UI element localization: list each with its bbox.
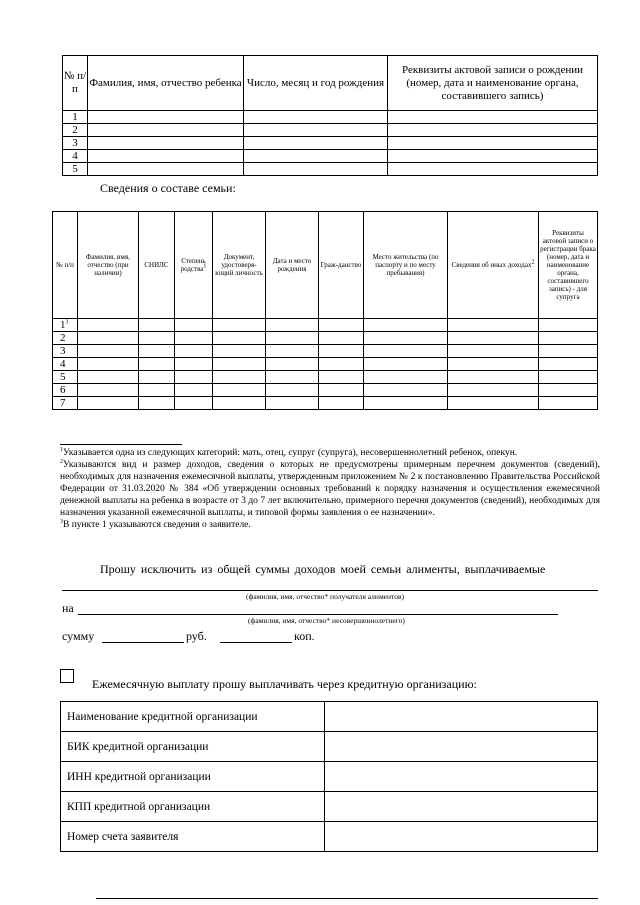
table-cell[interactable] — [213, 371, 266, 384]
header-birth-record: Реквизиты актовой записи о рождении (номер, дата и наименование органа, составившего запись) — [388, 56, 598, 111]
children-table — [62, 55, 598, 176]
table-cell[interactable] — [213, 384, 266, 397]
header-citizenship: Граж-данство — [319, 212, 364, 319]
table-cell[interactable] — [266, 358, 319, 371]
kpp-label: КПП кредитной организации — [61, 792, 325, 822]
account-label: Номер счета заявителя — [61, 822, 325, 852]
row-num: 4 — [53, 358, 78, 371]
table-cell[interactable] — [319, 345, 364, 358]
table-cell[interactable] — [319, 358, 364, 371]
bank-details-table — [60, 701, 598, 852]
payment-checkbox[interactable] — [60, 669, 74, 683]
bik-field[interactable] — [325, 732, 598, 762]
table-cell[interactable] — [175, 345, 213, 358]
table-cell[interactable] — [175, 358, 213, 371]
kpp-field[interactable] — [325, 792, 598, 822]
bik-label: БИК кредитной организации — [61, 732, 325, 762]
children-table-header — [63, 56, 598, 111]
footnotes — [60, 447, 600, 531]
table-cell[interactable] — [319, 332, 364, 345]
footnote-divider — [60, 444, 182, 445]
table-cell[interactable] — [244, 111, 388, 124]
table-cell[interactable] — [175, 397, 213, 410]
table-cell[interactable] — [319, 319, 364, 332]
table-cell[interactable] — [139, 371, 175, 384]
table-cell[interactable] — [244, 137, 388, 150]
table-cell[interactable] — [175, 371, 213, 384]
table-cell[interactable] — [364, 384, 448, 397]
header-child-name: Фамилия, имя, отчество ребенка — [88, 56, 244, 111]
table-cell[interactable] — [78, 319, 139, 332]
table-row — [61, 822, 598, 852]
header-birth-date: Число, месяц и год рождения — [244, 56, 388, 111]
bank-name-field[interactable] — [325, 702, 598, 732]
table-cell[interactable] — [364, 332, 448, 345]
header-relation: Степень родства$^1$ — [175, 212, 213, 319]
kop-label: коп. — [294, 629, 315, 643]
header-birth: Дата и место рождения — [266, 212, 319, 319]
row-num: 5 — [53, 371, 78, 384]
payer-input-line[interactable] — [62, 590, 598, 591]
header-num: № п/п — [53, 212, 78, 319]
table-cell[interactable] — [539, 358, 598, 371]
table-cell[interactable] — [139, 332, 175, 345]
table-cell[interactable] — [139, 319, 175, 332]
header-full-name: Фамилия, имя, отчество (при наличии) — [78, 212, 139, 319]
table-row — [53, 345, 598, 358]
table-cell[interactable] — [364, 319, 448, 332]
table-cell[interactable] — [88, 124, 244, 137]
table-row — [63, 111, 598, 124]
table-cell[interactable] — [139, 358, 175, 371]
table-cell[interactable] — [266, 332, 319, 345]
table-row — [63, 163, 598, 176]
table-cell[interactable] — [319, 397, 364, 410]
table-row — [61, 792, 598, 822]
sum-label: сумму — [62, 629, 95, 643]
table-cell[interactable] — [266, 371, 319, 384]
table-cell[interactable] — [266, 397, 319, 410]
table-cell[interactable] — [88, 150, 244, 163]
row-num: 2 — [53, 332, 78, 345]
child-input-line[interactable] — [78, 614, 558, 615]
table-cell[interactable] — [266, 384, 319, 397]
family-table-header — [53, 212, 598, 319]
table-cell[interactable] — [448, 332, 539, 345]
table-cell[interactable] — [448, 358, 539, 371]
table-row — [53, 371, 598, 384]
row-num: 5 — [63, 163, 88, 176]
table-cell[interactable] — [78, 371, 139, 384]
table-row — [53, 358, 598, 371]
row-num: 1 — [63, 111, 88, 124]
table-row — [63, 137, 598, 150]
table-cell[interactable] — [88, 163, 244, 176]
table-cell[interactable] — [213, 397, 266, 410]
table-cell[interactable] — [175, 332, 213, 345]
table-cell[interactable] — [539, 332, 598, 345]
child-caption: (фамилия, имя, отчество* несовершеннолетнего) — [248, 616, 405, 625]
table-cell[interactable] — [448, 345, 539, 358]
table-cell[interactable] — [539, 319, 598, 332]
table-row — [61, 732, 598, 762]
table-cell[interactable] — [448, 397, 539, 410]
row-num: 6 — [53, 384, 78, 397]
bank-name-label: Наименование кредитной организации — [61, 702, 325, 732]
table-cell[interactable] — [213, 319, 266, 332]
table-cell[interactable] — [319, 371, 364, 384]
row-num: $1^3$ — [53, 319, 78, 332]
table-cell[interactable] — [78, 332, 139, 345]
table-cell[interactable] — [213, 358, 266, 371]
table-cell[interactable] — [175, 384, 213, 397]
table-cell[interactable] — [88, 137, 244, 150]
table-cell[interactable] — [388, 111, 598, 124]
footnote-ref: 1 — [203, 263, 207, 270]
table-cell[interactable] — [139, 345, 175, 358]
table-cell[interactable] — [175, 319, 213, 332]
kop-input-line[interactable] — [220, 642, 292, 643]
rub-label: руб. — [186, 629, 207, 643]
header-other-income: Сведения об иных доходах$^2$ — [448, 212, 539, 319]
table-row — [63, 150, 598, 163]
footnote-ref: 3 — [65, 318, 69, 325]
payment-option-label: Ежемесячную выплату прошу выплачивать через кредитную организацию: — [92, 677, 477, 691]
header-num: № п/п — [63, 56, 88, 111]
bottom-divider — [96, 898, 598, 899]
table-cell[interactable] — [244, 163, 388, 176]
inn-field[interactable] — [325, 762, 598, 792]
table-row — [61, 702, 598, 732]
table-cell[interactable] — [78, 397, 139, 410]
table-cell[interactable] — [244, 150, 388, 163]
payer-caption: (фамилия, имя, отчество* получателя алиментов) — [246, 592, 404, 601]
header-marriage-record: Реквизиты актовой записи о регистрации брака (номер, дата и наименование органа, составившего запись) - для супруга — [539, 212, 598, 319]
table-cell[interactable] — [364, 371, 448, 384]
header-residence: Место жительства (по паспорту и по месту пребывания) — [364, 212, 448, 319]
footnote-ref: 2 — [531, 259, 535, 266]
table-cell[interactable] — [364, 358, 448, 371]
header-snils: СНИЛС — [139, 212, 175, 319]
table-cell[interactable] — [213, 345, 266, 358]
table-cell[interactable] — [78, 358, 139, 371]
table-cell[interactable] — [244, 124, 388, 137]
table-row — [53, 332, 598, 345]
table-cell[interactable] — [319, 384, 364, 397]
table-cell[interactable] — [539, 345, 598, 358]
table-cell[interactable] — [388, 150, 598, 163]
table-cell[interactable] — [213, 332, 266, 345]
table-cell[interactable] — [364, 397, 448, 410]
row-num: 7 — [53, 397, 78, 410]
table-cell[interactable] — [539, 384, 598, 397]
table-cell[interactable] — [388, 163, 598, 176]
row-num: 3 — [53, 345, 78, 358]
table-cell[interactable] — [78, 345, 139, 358]
table-cell[interactable] — [388, 124, 598, 137]
table-cell[interactable] — [539, 397, 598, 410]
footnote-2: $^2$Указываются вид и размер доходов, сведения о которых не предусмотрены примерным перечнем документов (сведений), необходимых для назначения ежемесячной выплаты, утвержденным приложением № 2 к постановлению Правительства Российской Федерации от 31.03.2020 № 384 «Об утверждении основных требований к порядку назначения и осуществления ежемесячной денежной выплаты на ребенка в возрасте от 3 до 7 лет включительно, примерного перечня документов (сведений), необходимых для назначения указанной ежемесячной выплаты, и типовой формы заявления о ее назначении». — [60, 458, 600, 518]
family-section-title: Сведения о составе семьи: — [100, 181, 236, 195]
table-cell[interactable] — [448, 384, 539, 397]
table-row — [53, 384, 598, 397]
table-row — [53, 319, 598, 332]
row-num: 3 — [63, 137, 88, 150]
table-cell[interactable] — [364, 345, 448, 358]
rub-input-line[interactable] — [102, 642, 184, 643]
account-field[interactable] — [325, 822, 598, 852]
table-cell[interactable] — [266, 319, 319, 332]
header-id-document: Документ, удостоверя-ющий личность — [213, 212, 266, 319]
row-num: 4 — [63, 150, 88, 163]
table-cell[interactable] — [78, 384, 139, 397]
alimony-request-text: Прошу исключить из общей суммы доходов моей семьи алименты, выплачиваемые — [100, 562, 546, 576]
family-table — [52, 211, 598, 410]
table-row — [63, 124, 598, 137]
footnote-1: $^1$Указывается одна из следующих категорий: мать, отец, супруг (супруга), несовершеннолетний ребенок, опекун. — [60, 446, 518, 458]
table-cell[interactable] — [266, 345, 319, 358]
inn-label: ИНН кредитной организации — [61, 762, 325, 792]
table-cell[interactable] — [539, 371, 598, 384]
footnote-3: $^3$В пункте 1 указываются сведения о заявителе. — [60, 518, 251, 530]
table-cell[interactable] — [448, 371, 539, 384]
table-row — [61, 762, 598, 792]
table-cell[interactable] — [88, 111, 244, 124]
on-label: на — [62, 601, 74, 615]
table-cell[interactable] — [139, 384, 175, 397]
table-cell[interactable] — [388, 137, 598, 150]
row-num: 2 — [63, 124, 88, 137]
table-row — [53, 397, 598, 410]
table-cell[interactable] — [448, 319, 539, 332]
table-cell[interactable] — [139, 397, 175, 410]
